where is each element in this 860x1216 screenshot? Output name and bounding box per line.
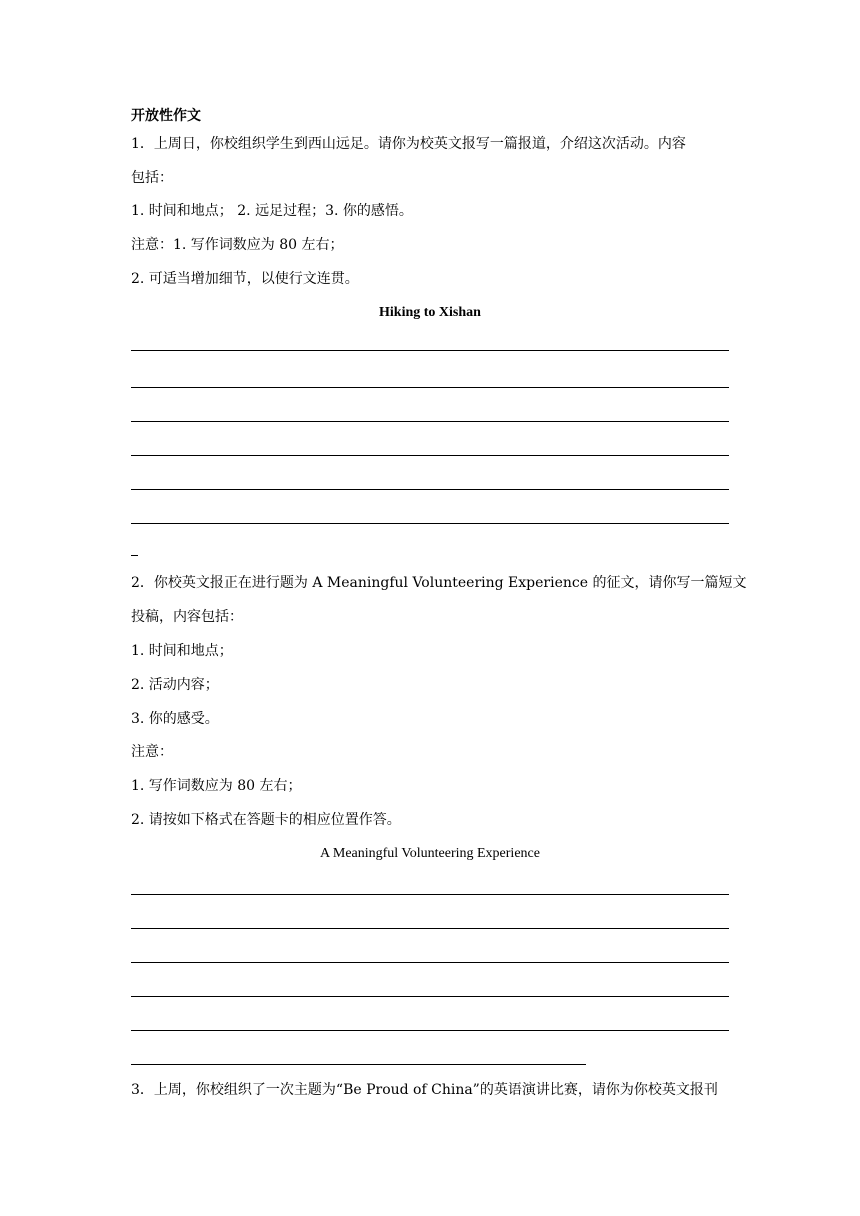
q2-note-label: 注意： [131,744,173,760]
q2-point-3: 3. 你的感受。 [131,711,219,727]
q3-prompt-line1: 3．上周，你校组织了一次主题为“Be Proud of China”的英语演讲比赛，请你为你校英文报刊 [131,1082,718,1098]
q2-answer-line[interactable] [131,962,729,963]
q2-prompt-line2: 投稿，内容包括： [131,609,243,625]
q1-answer-line[interactable] [131,489,729,490]
q1-answer-line[interactable] [131,387,729,388]
q1-essay-title: Hiking to Xishan [379,305,481,320]
q2-answer-line-short[interactable] [131,1064,586,1065]
q2-point-2: 2. 活动内容； [131,677,219,693]
q1-content-points: 1. 时间和地点； 2. 远足过程；3. 你的感悟。 [131,203,413,219]
q1-prompt-line2: 包括： [131,170,173,186]
section-title: 开放性作文 [131,108,201,124]
q2-note-1: 1. 写作词数应为 80 左右； [131,778,302,794]
q2-note-2: 2. 请按如下格式在答题卡的相应位置作答。 [131,812,401,828]
q1-answer-line-end [131,555,138,556]
q2-point-1: 1. 时间和地点； [131,643,233,659]
q1-note-2: 2. 可适当增加细节，以使行文连贯。 [131,271,359,287]
q2-answer-line[interactable] [131,928,729,929]
q2-answer-line[interactable] [131,894,729,895]
q1-note-1: 注意：1. 写作词数应为 80 左右； [131,237,344,253]
q1-prompt-line1: 1．上周日，你校组织学生到西山远足。请你为校英文报写一篇报道，介绍这次活动。内容 [131,136,686,152]
q2-essay-title: A Meaningful Volunteering Experience [320,846,540,861]
q1-answer-line[interactable] [131,523,729,524]
q2-prompt-line1: 2．你校英文报正在进行题为 A Meaningful Volunteering Experience 的征文，请你写一篇短文 [131,575,747,591]
q1-answer-line[interactable] [131,350,729,351]
q1-answer-line[interactable] [131,455,729,456]
q1-answer-line[interactable] [131,421,729,422]
q2-answer-line[interactable] [131,1030,729,1031]
q2-answer-line[interactable] [131,996,729,997]
